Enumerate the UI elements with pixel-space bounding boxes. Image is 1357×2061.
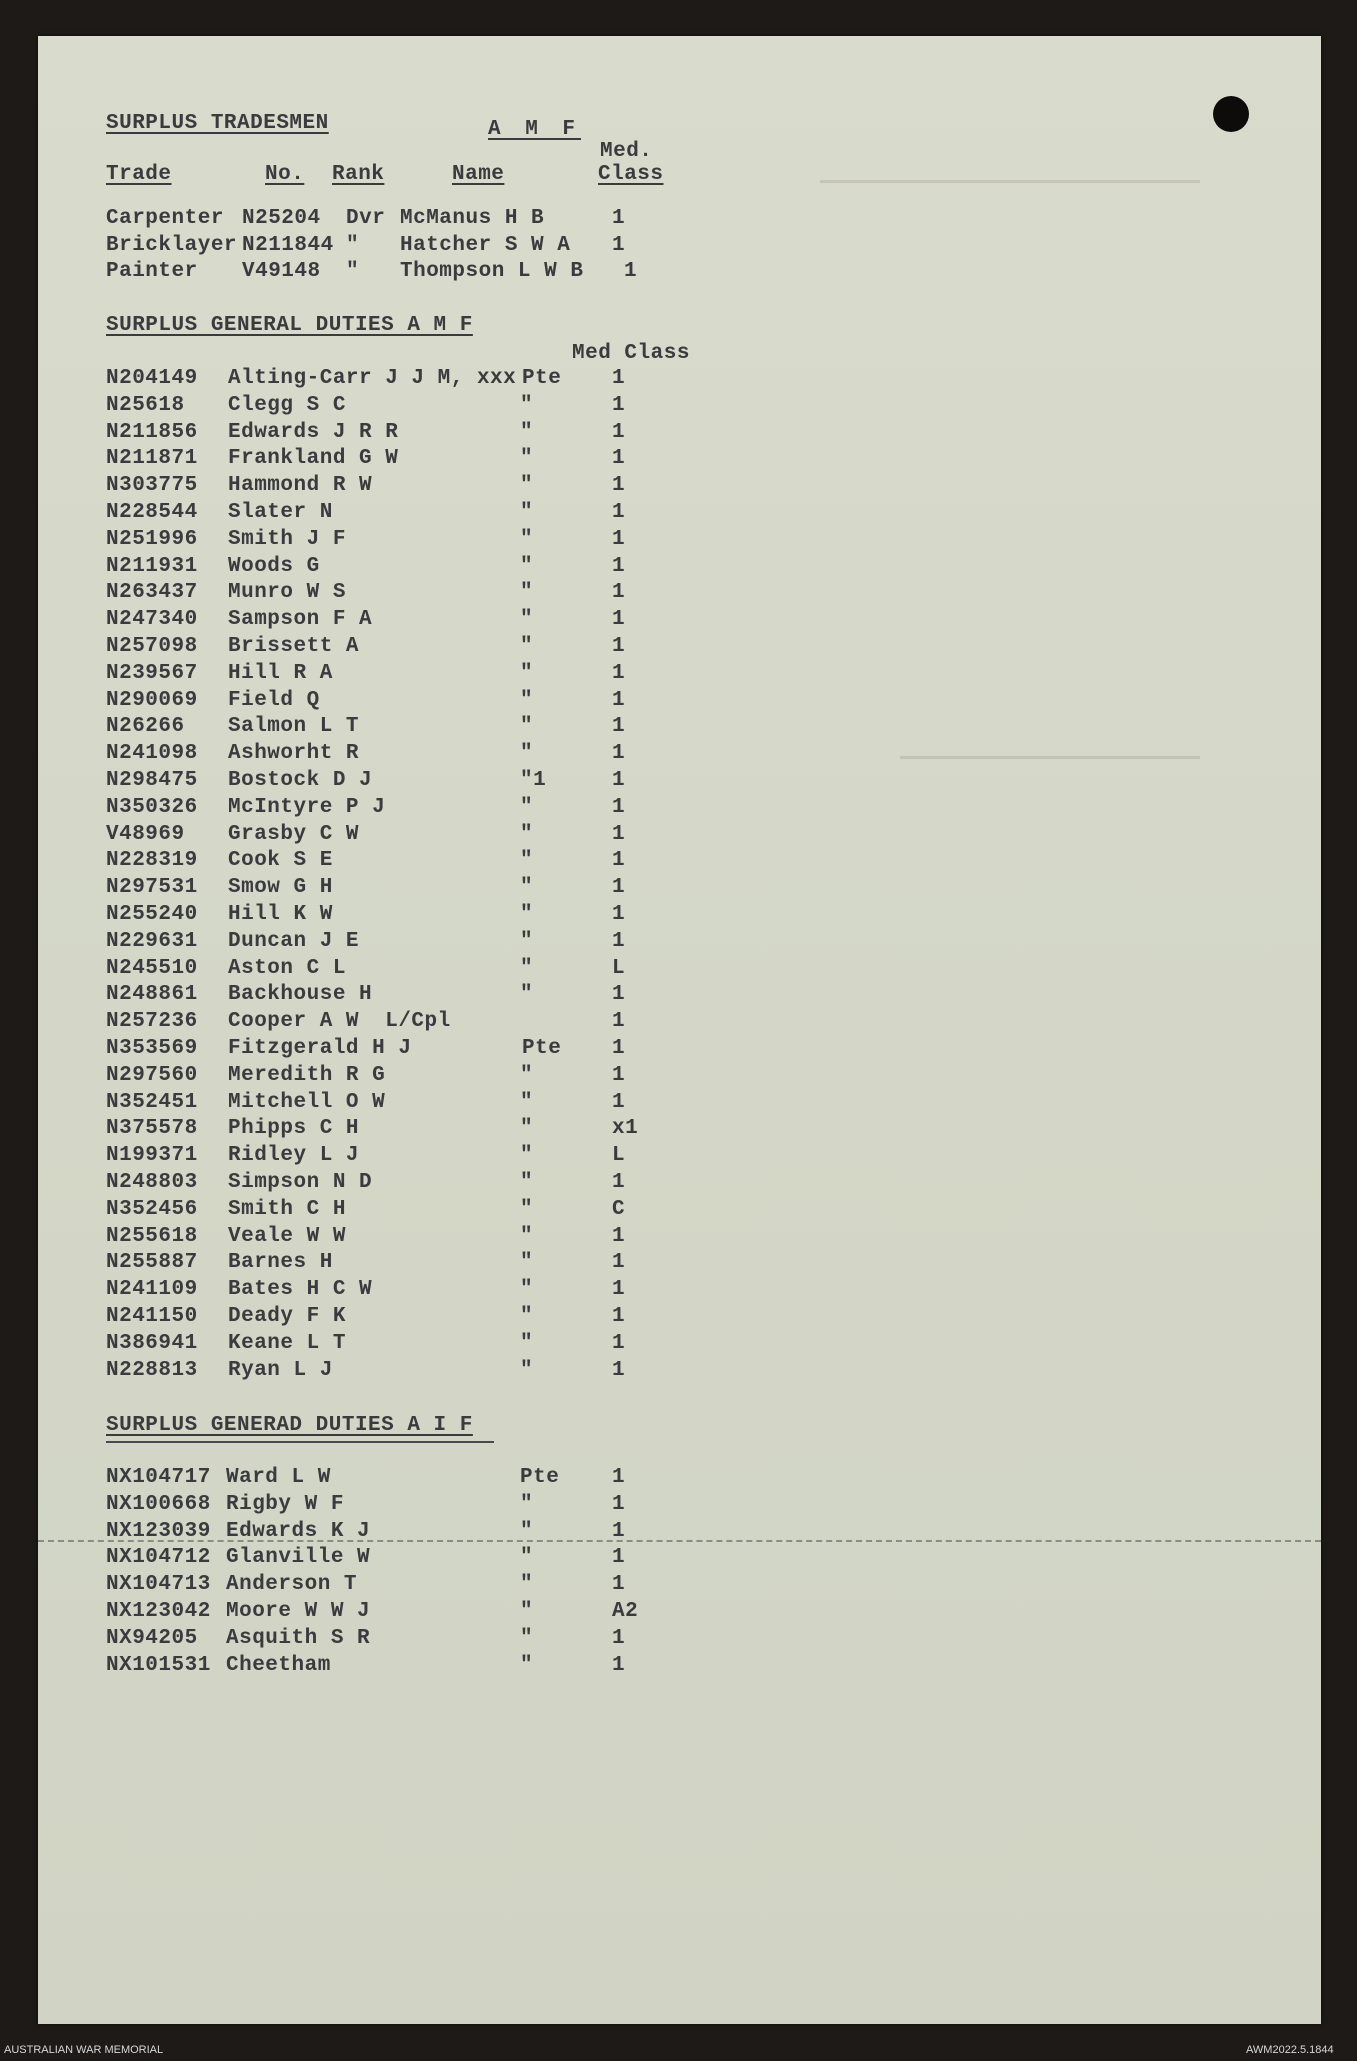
service-number-cell: N25618 bbox=[106, 393, 185, 417]
service-number-cell: N241150 bbox=[106, 1305, 198, 1328]
rank-cell: " bbox=[520, 956, 534, 980]
service-number-cell: N257236 bbox=[106, 1010, 198, 1034]
rank-cell: " bbox=[346, 233, 360, 257]
rank-cell: " bbox=[520, 581, 534, 605]
name-cell: McManus H B bbox=[400, 207, 545, 230]
header-name: Name bbox=[452, 163, 505, 186]
rank-cell: " bbox=[520, 1224, 534, 1248]
med-class-cell: A2 bbox=[612, 1600, 639, 1623]
rank-cell: " bbox=[520, 527, 534, 551]
name-cell: Phipps C H bbox=[228, 1117, 360, 1141]
rank-cell: " bbox=[520, 1305, 534, 1328]
trade-cell: Painter bbox=[106, 260, 198, 283]
name-cell: Smow G H bbox=[228, 876, 333, 900]
section-rule-aif bbox=[106, 1441, 494, 1443]
service-number-cell: NX104712 bbox=[106, 1546, 211, 1570]
med-class-cell: 1 bbox=[612, 1063, 626, 1087]
service-number-cell: N290069 bbox=[106, 688, 198, 712]
name-cell: Rigby W F bbox=[226, 1492, 344, 1516]
name-cell: Ryan L J bbox=[228, 1358, 333, 1382]
med-class-cell: 1 bbox=[612, 501, 626, 524]
med-class-cell: 1 bbox=[612, 929, 626, 953]
rank-cell: " bbox=[520, 742, 534, 766]
section-title-amf: SURPLUS GENERAL DUTIES A M F bbox=[106, 314, 473, 337]
med-class-cell: 1 bbox=[612, 233, 626, 257]
header-rank: Rank bbox=[332, 163, 385, 186]
name-cell: Ashworht R bbox=[228, 742, 360, 766]
name-cell: Ward L W bbox=[226, 1466, 331, 1489]
med-class-cell: 1 bbox=[612, 795, 626, 819]
name-cell: Cook S E bbox=[228, 849, 333, 873]
service-number-cell: N303775 bbox=[106, 474, 198, 498]
rank-cell: " bbox=[520, 1251, 534, 1275]
name-cell: Edwards J R R bbox=[228, 420, 399, 444]
service-number-cell: NX94205 bbox=[106, 1626, 198, 1650]
header-trade: Trade bbox=[106, 163, 172, 186]
name-cell: Sampson F A bbox=[228, 608, 373, 632]
med-class-cell: 1 bbox=[612, 1573, 626, 1597]
med-class-cell: 1 bbox=[612, 393, 626, 417]
name-cell: Slater N bbox=[228, 501, 333, 524]
med-class-cell: 1 bbox=[612, 367, 626, 390]
name-cell: Edwards K J bbox=[226, 1519, 371, 1543]
service-number-cell: N211871 bbox=[106, 447, 198, 471]
name-cell: Simpson N D bbox=[228, 1171, 373, 1194]
header-med-class: Med Class bbox=[572, 342, 690, 365]
name-cell: Bates H C W bbox=[228, 1278, 373, 1302]
section-title-aif: SURPLUS GENERAD DUTIES A I F bbox=[106, 1414, 473, 1437]
name-cell: Anderson T bbox=[226, 1573, 358, 1597]
service-number-cell: N257098 bbox=[106, 635, 198, 658]
name-cell: Salmon L T bbox=[228, 715, 360, 739]
rank-cell: " bbox=[520, 1117, 534, 1141]
rank-cell: " bbox=[520, 1144, 534, 1168]
service-number-cell: N248861 bbox=[106, 983, 198, 1007]
med-class-cell: 1 bbox=[612, 1546, 626, 1570]
service-number-cell: N352451 bbox=[106, 1090, 198, 1114]
rank-cell: " bbox=[520, 688, 534, 712]
service-number-cell: N298475 bbox=[106, 769, 198, 792]
service-number-cell: NX104717 bbox=[106, 1466, 211, 1489]
name-cell: Smith C H bbox=[228, 1197, 346, 1221]
name-cell: Grasby C W bbox=[228, 822, 360, 846]
rank-cell: " bbox=[520, 474, 534, 498]
rank-cell: "1 bbox=[520, 769, 547, 792]
med-class-cell: 1 bbox=[612, 554, 626, 578]
service-number-cell: V48969 bbox=[106, 822, 185, 846]
med-class-cell: 1 bbox=[612, 447, 626, 471]
name-cell: Moore W W J bbox=[226, 1600, 371, 1623]
name-cell: Barnes H bbox=[228, 1251, 333, 1275]
service-number-cell: N297531 bbox=[106, 876, 198, 900]
rank-cell: " bbox=[346, 260, 360, 283]
med-class-cell: 1 bbox=[612, 1653, 626, 1677]
name-cell: Glanville W bbox=[226, 1546, 371, 1570]
med-class-cell: 1 bbox=[612, 1171, 626, 1194]
service-number-cell: N297560 bbox=[106, 1063, 198, 1087]
service-number-cell: N229631 bbox=[106, 929, 198, 953]
service-number-cell: NX123039 bbox=[106, 1519, 211, 1543]
med-class-cell: x1 bbox=[612, 1117, 639, 1141]
service-number-cell: N25204 bbox=[242, 207, 321, 230]
rank-cell: " bbox=[520, 849, 534, 873]
service-number-cell: NX101531 bbox=[106, 1653, 211, 1677]
name-cell: Duncan J E bbox=[228, 929, 360, 953]
rank-cell: " bbox=[520, 1546, 534, 1570]
show-through-ghost bbox=[820, 150, 1200, 183]
service-number-cell: N228813 bbox=[106, 1358, 198, 1382]
service-number-cell: N204149 bbox=[106, 367, 198, 390]
med-class-cell: 1 bbox=[612, 1358, 626, 1382]
rank-cell: " bbox=[520, 393, 534, 417]
rank-cell: Pte bbox=[522, 367, 562, 390]
header-no: No. bbox=[265, 163, 305, 186]
name-cell: Clegg S C bbox=[228, 393, 346, 417]
service-number-cell: N255618 bbox=[106, 1224, 198, 1248]
rank-cell: " bbox=[520, 1197, 534, 1221]
service-number-cell: N228319 bbox=[106, 849, 198, 873]
rank-cell: " bbox=[520, 1278, 534, 1302]
rank-cell: " bbox=[520, 1171, 534, 1194]
med-class-cell: 1 bbox=[612, 474, 626, 498]
rank-cell: " bbox=[520, 420, 534, 444]
rank-cell: " bbox=[520, 822, 534, 846]
name-cell: Fitzgerald H J bbox=[228, 1037, 412, 1060]
rank-cell: " bbox=[520, 1573, 534, 1597]
service-number-cell: N245510 bbox=[106, 956, 198, 980]
med-class-cell: 1 bbox=[612, 1251, 626, 1275]
rank-cell: " bbox=[520, 1626, 534, 1650]
punch-hole bbox=[1213, 96, 1249, 132]
service-number-cell: N26266 bbox=[106, 715, 185, 739]
name-cell: Asquith S R bbox=[226, 1626, 371, 1650]
service-number-cell: N263437 bbox=[106, 581, 198, 605]
med-class-cell: 1 bbox=[612, 715, 626, 739]
med-class-cell: 1 bbox=[612, 1331, 626, 1355]
med-class-cell: 1 bbox=[612, 608, 626, 632]
header-med-bottom: Class bbox=[598, 163, 664, 186]
name-cell: Veale W W bbox=[228, 1224, 346, 1248]
service-number-cell: N353569 bbox=[106, 1037, 198, 1060]
name-cell: Hatcher S W A bbox=[400, 233, 571, 257]
service-number-cell: N375578 bbox=[106, 1117, 198, 1141]
service-number-cell: N248803 bbox=[106, 1171, 198, 1194]
med-class-cell: 1 bbox=[612, 1519, 626, 1543]
name-cell: Aston C L bbox=[228, 956, 346, 980]
rank-cell: " bbox=[520, 983, 534, 1007]
rank-cell: " bbox=[520, 715, 534, 739]
name-cell: Hammond R W bbox=[228, 474, 373, 498]
service-number-cell: N350326 bbox=[106, 795, 198, 819]
footer-left: AUSTRALIAN WAR MEMORIAL bbox=[4, 2044, 164, 2056]
rank-cell: Pte bbox=[522, 1037, 562, 1060]
name-cell: Ridley L J bbox=[228, 1144, 360, 1168]
name-cell: Cheetham bbox=[226, 1653, 331, 1677]
footer-right: AWM2022.5.1844 bbox=[1246, 2044, 1334, 2056]
med-class-cell: 1 bbox=[612, 1305, 626, 1328]
rank-cell: " bbox=[520, 1358, 534, 1382]
service-number-cell: N228544 bbox=[106, 501, 198, 524]
med-class-cell: 1 bbox=[612, 1278, 626, 1302]
med-class-cell: 1 bbox=[612, 849, 626, 873]
med-class-cell: 1 bbox=[612, 769, 626, 792]
rank-cell: " bbox=[520, 1063, 534, 1087]
rank-cell: " bbox=[520, 447, 534, 471]
name-cell: Cooper A W L/Cpl bbox=[228, 1010, 451, 1034]
service-number-cell: N241109 bbox=[106, 1278, 198, 1302]
name-cell: Frankland G W bbox=[228, 447, 399, 471]
rank-cell: " bbox=[520, 1331, 534, 1355]
med-class-cell: 1 bbox=[612, 1037, 626, 1060]
name-cell: Thompson L W B bbox=[400, 260, 584, 283]
show-through-ghost bbox=[900, 730, 1200, 759]
med-class-cell: C bbox=[612, 1197, 626, 1221]
service-number-cell: N386941 bbox=[106, 1331, 198, 1355]
rank-cell: Dvr bbox=[346, 207, 386, 230]
name-cell: Smith J F bbox=[228, 527, 346, 551]
service-number-cell: N211856 bbox=[106, 420, 198, 444]
service-number-cell: N352456 bbox=[106, 1197, 198, 1221]
name-cell: McIntyre P J bbox=[228, 795, 386, 819]
med-class-cell: 1 bbox=[612, 635, 626, 658]
med-class-cell: 1 bbox=[612, 1010, 626, 1034]
med-class-cell: 1 bbox=[612, 527, 626, 551]
med-class-cell: 1 bbox=[612, 1466, 626, 1489]
service-number-cell: NX100668 bbox=[106, 1492, 211, 1516]
service-number-cell: N247340 bbox=[106, 608, 198, 632]
med-class-cell: 1 bbox=[612, 903, 626, 926]
med-class-cell: 1 bbox=[612, 661, 626, 685]
rank-cell: " bbox=[520, 903, 534, 926]
name-cell: Brissett A bbox=[228, 635, 360, 658]
name-cell: Munro W S bbox=[228, 581, 346, 605]
service-number-cell: NX104713 bbox=[106, 1573, 211, 1597]
med-class-cell: 1 bbox=[624, 260, 638, 283]
med-class-cell: 1 bbox=[612, 1626, 626, 1650]
med-class-cell: L bbox=[612, 1144, 626, 1168]
rank-cell: " bbox=[520, 1492, 534, 1516]
name-cell: Field Q bbox=[228, 688, 320, 712]
rank-cell: " bbox=[520, 1653, 534, 1677]
name-cell: Hill K W bbox=[228, 903, 333, 926]
med-class-cell: 1 bbox=[612, 742, 626, 766]
med-class-cell: L bbox=[612, 956, 626, 980]
name-cell: Backhouse H bbox=[228, 983, 373, 1007]
rank-cell: " bbox=[520, 608, 534, 632]
med-class-cell: 1 bbox=[612, 688, 626, 712]
service-number-cell: N255240 bbox=[106, 903, 198, 926]
med-class-cell: 1 bbox=[612, 876, 626, 900]
med-class-cell: 1 bbox=[612, 1090, 626, 1114]
name-cell: Keane L T bbox=[228, 1331, 346, 1355]
med-class-cell: 1 bbox=[612, 822, 626, 846]
name-cell: Deady F K bbox=[228, 1305, 346, 1328]
rank-cell: " bbox=[520, 929, 534, 953]
service-number-cell: N251996 bbox=[106, 527, 198, 551]
name-cell: Bostock D J bbox=[228, 769, 373, 792]
name-cell: Alting-Carr J J M, xxx bbox=[228, 367, 517, 390]
rank-cell: " bbox=[520, 795, 534, 819]
rank-cell: " bbox=[520, 1600, 534, 1623]
service-number-cell: NX123042 bbox=[106, 1600, 211, 1623]
unit-label: A M F bbox=[488, 118, 582, 141]
name-cell: Hill R A bbox=[228, 661, 333, 685]
service-number-cell: V49148 bbox=[242, 260, 321, 283]
trade-cell: Bricklayer bbox=[106, 233, 238, 257]
service-number-cell: N211931 bbox=[106, 554, 198, 578]
header-med-top: Med. bbox=[600, 140, 653, 163]
rank-cell: " bbox=[520, 554, 534, 578]
med-class-cell: 1 bbox=[612, 581, 626, 605]
rank-cell: " bbox=[520, 501, 534, 524]
med-class-cell: 1 bbox=[612, 1492, 626, 1516]
rank-cell: " bbox=[520, 635, 534, 658]
name-cell: Meredith R G bbox=[228, 1063, 386, 1087]
rank-cell: " bbox=[520, 1519, 534, 1543]
rank-cell: " bbox=[520, 661, 534, 685]
service-number-cell: N239567 bbox=[106, 661, 198, 685]
med-class-cell: 1 bbox=[612, 1224, 626, 1248]
med-class-cell: 1 bbox=[612, 983, 626, 1007]
rank-cell: " bbox=[520, 1090, 534, 1114]
service-number-cell: N211844 bbox=[242, 233, 334, 257]
service-number-cell: N255887 bbox=[106, 1251, 198, 1275]
section-title-tradesmen: SURPLUS TRADESMEN bbox=[106, 112, 329, 135]
rank-cell: Pte bbox=[520, 1466, 560, 1489]
med-class-cell: 1 bbox=[612, 207, 626, 230]
trade-cell: Carpenter bbox=[106, 207, 224, 230]
rank-cell: " bbox=[520, 876, 534, 900]
med-class-cell: 1 bbox=[612, 420, 626, 444]
service-number-cell: N199371 bbox=[106, 1144, 198, 1168]
service-number-cell: N241098 bbox=[106, 742, 198, 766]
name-cell: Mitchell O W bbox=[228, 1090, 386, 1114]
name-cell: Woods G bbox=[228, 554, 320, 578]
